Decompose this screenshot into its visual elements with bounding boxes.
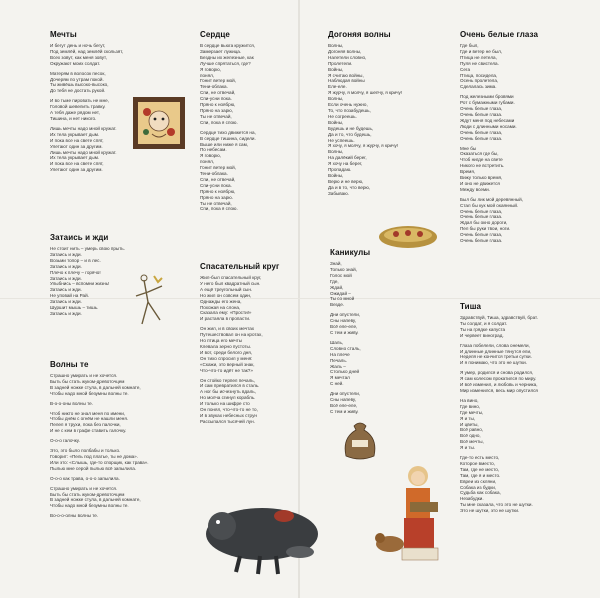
lyric-line: Судьба как собака,: [460, 490, 501, 496]
lyric-line: И оно не движется: [460, 180, 500, 186]
lyric-line: Неделя не кончится третьи сутки.: [460, 354, 532, 360]
sketch-figure-illustration: [132, 272, 172, 328]
lyric-line: Страшно умирать и не хочется.: [50, 485, 118, 491]
lyric-line: Очень белые глаза,: [460, 208, 503, 214]
lyric-line: Пел бы руки твои, ноги.: [460, 226, 511, 232]
lyric-line: Клевала зерно пустоты.: [200, 343, 252, 349]
lyric-line: Ты солдат, и я солдат.: [460, 320, 508, 326]
lyric-line: Сны напеву,: [330, 318, 357, 324]
lyric-line: Похожая на слона,: [200, 304, 241, 310]
lyric-line: Затаись и жди.: [50, 287, 82, 293]
lyric-line: Войны,: [328, 172, 344, 178]
lyric-line: Очень белые глаза,: [460, 129, 503, 135]
lyric-line: Пряно к ноябрю,: [200, 102, 236, 108]
lyric-line: И во тьме пировать не мне,: [50, 98, 109, 104]
song-lines: [460, 43, 580, 244]
lyric-line: Если очень нужно,: [328, 102, 368, 108]
lyric-line: Пелел я трухи, пока без палочки,: [50, 422, 121, 428]
lyric-line: Во-о-о-олны волны те.: [50, 513, 99, 519]
lyric-line: Я хочу, я молчу, я журчу, я кричу!: [328, 143, 399, 149]
lyric-line: А тебя даже рядом нет,: [50, 110, 100, 116]
lyric-line: Волны,: [328, 43, 344, 48]
lyric-line: Плечо к плечу – горячо!: [50, 269, 101, 275]
lyric-line: Тени-облака.: [200, 84, 228, 90]
lyric-line: Пролетели.: [328, 60, 353, 66]
lyric-line: Говорит: «Пель под платье, ты не дома».: [50, 453, 139, 459]
lyric-line: Спи-усни пока.: [200, 182, 232, 188]
lyric-line: Всё мечты,: [460, 439, 484, 445]
lyric-line: Чтоб нигде на свете: [460, 157, 503, 163]
lyric-line: Жаль –: [330, 363, 346, 369]
lyric-line: Он тихо спросил у меня:: [200, 355, 253, 361]
lyric-line: Не успеешь.: [328, 137, 355, 143]
song-kanikuly: [330, 248, 415, 415]
lyric-line: Ты не отвечай,: [200, 113, 232, 119]
lyric-line: Здравствуй, Тиша, здравствуй, брат.: [460, 315, 538, 320]
lyric-line: Путешествовал он на кротах,: [200, 332, 263, 338]
lyric-line: Их тела укрывает дым.: [50, 155, 100, 161]
lyric-line: Ожидай –: [330, 290, 351, 296]
lyric-line: Всё еле-еле,: [330, 324, 358, 330]
lyric-line: И в звуках небесных струн: [200, 412, 257, 418]
lyric-line: С ней.: [330, 381, 344, 387]
lyric-line: Налетели словно,: [328, 54, 367, 60]
lyric-line: Это, это было полбабы и только.: [50, 448, 121, 454]
lyric-line: И только на шифре сто: [200, 401, 250, 407]
song-lines: [200, 43, 305, 212]
song-lines: [460, 315, 585, 514]
lyric-line: «Скажи, это верный знак,: [200, 361, 255, 367]
lyric-line: Затаись и жди.: [50, 263, 82, 269]
lyric-line: Я и ты,: [460, 415, 476, 421]
lyric-line: И бегут день и ночь бегут,: [50, 43, 106, 48]
song-glaza: [460, 30, 580, 244]
boat-dish-illustration: [378, 223, 438, 249]
lyric-line: Улетают один за другим.: [50, 143, 103, 149]
lyric-line: Волны,: [328, 96, 344, 102]
lyric-line: В задней ножке стула, в дальней комнате,: [50, 384, 141, 390]
lyric-line: И пока все на свете спят,: [50, 161, 104, 167]
lyric-line: Птица, посидела,: [460, 72, 498, 78]
song-serdce: [200, 30, 305, 212]
lyric-line: Ты на грядке капуста: [460, 326, 506, 332]
lyric-line: Которое вместо,: [460, 460, 495, 466]
lyric-line: На вино,: [460, 397, 479, 403]
lyric-line: Пылью мне серой пылью всё запылила.: [50, 465, 137, 471]
lyric-line: Был бы лик мой деревянный,: [460, 196, 524, 202]
lyric-line: Он стойко терпел печаль,: [200, 377, 255, 383]
lyric-line: Голос мой: [330, 272, 352, 278]
lyric-line: Мне бы: [460, 145, 477, 151]
lyric-line: Дни опустели,: [330, 391, 361, 397]
lyric-line: Знай,: [330, 261, 342, 266]
lyric-line: Или это: «Слышь, где-то спорщик, как трава».: [50, 459, 149, 465]
lyric-line: Всё равно,: [460, 427, 484, 433]
lyric-line: Выше или ниже я сам,: [200, 141, 249, 147]
lyric-line: О-о-о как трава, о-о-о запылила.: [50, 475, 120, 481]
lyric-line: Где-то есть место,: [460, 455, 500, 461]
song-lines: [200, 275, 310, 425]
lyric-line: Еле-еле.: [328, 84, 347, 90]
lyric-line: Я мечтал: [330, 375, 350, 381]
lyric-line: Что-что-то идёт не так?»: [200, 367, 253, 373]
lyric-line: Головой шевелить травку.: [50, 104, 106, 110]
lyric-line: Тени-облака.: [200, 171, 228, 177]
lyric-line: Но молча сгинул корабль.: [200, 395, 256, 401]
song-title: Мечты: [50, 30, 77, 39]
lyric-line: Сказала ему: «Прости!»: [200, 310, 252, 316]
lyric-line: Лишь мечты надо мной кружат.: [50, 149, 117, 155]
lyric-line: Спи-усни пока.: [200, 96, 232, 102]
creatures-illustration: [200, 486, 320, 576]
lyric-line: И растаяла в пропасти.: [200, 316, 251, 322]
lyric-line: Чтоб никто не знал меня по имени,: [50, 410, 126, 416]
lyric-line: Затаись и жди.: [50, 251, 82, 257]
lyric-line: Я хочу на берег,: [328, 161, 363, 167]
lyric-line: А ног бы исчезнуть вдаль,: [200, 389, 256, 395]
lyric-line: Оказаться где бы,: [460, 151, 499, 157]
song-tisha: [460, 302, 585, 514]
lyric-line: Словно сталь,: [330, 345, 361, 351]
girl-with-dog-illustration: [374, 462, 442, 568]
lyric-line: Страшно умирать и не хочется.: [50, 373, 118, 378]
lyric-line: Мир изменился, весь мир опустился: [460, 387, 538, 393]
lyric-line: Рассыпался тысячей лун.: [200, 418, 255, 424]
lyric-line: Только знай,: [330, 266, 357, 272]
lyric-line: Где был,: [460, 43, 479, 48]
lyric-line: Да и то, что будешь,: [328, 131, 372, 137]
lyric-line: Пряно к ноябрю,: [200, 188, 236, 194]
lyric-line: Я и ты.: [460, 445, 476, 451]
lyric-line: Пряно на зарю.: [200, 194, 233, 200]
lyric-line: Люди с длинными носами.: [460, 123, 517, 129]
lyric-line: Затаись и жди.: [50, 275, 82, 281]
lyric-line: Это не шутки, это не шутки.: [460, 508, 520, 514]
lyric-line: Где и ветер не был,: [460, 48, 503, 54]
lyric-line: Наблюдая войны: [328, 78, 365, 84]
lyric-line: Замерзает лужица.: [200, 48, 242, 54]
lyric-line: Их тела укрывает дым.: [50, 131, 100, 137]
lyric-line: Ждай,: [330, 284, 344, 290]
lyric-line: Сердце тихо движется на,: [200, 129, 256, 135]
lyric-line: Забываю.: [328, 190, 349, 196]
song-title: Сердце: [200, 30, 230, 39]
lyric-line: В сердце вьюга кружится,: [200, 43, 256, 48]
lyric-line: Жил-был спасательный круг,: [200, 275, 262, 280]
lyric-line: Я журчу, я молчу, я шепчу, я кричу!: [328, 90, 403, 96]
lyric-line: Сны напеву,: [330, 397, 357, 403]
lyric-line: Я умер, родился и снова родился,: [460, 370, 534, 376]
lyric-line: Он жил, и в своих мечтах: [200, 326, 255, 332]
lyric-line: На далёкий берег,: [328, 155, 367, 161]
lyric-line: Ждал бы окно дороги,: [460, 220, 508, 226]
lyric-line: Всех зовут, как меня зовут,: [50, 54, 107, 60]
lyric-line: Гонит ветер мой,: [200, 78, 237, 84]
lyric-line: Да и в то, что верю,: [328, 184, 371, 190]
lyric-line: О-о-о галочку.: [50, 438, 80, 444]
song-krug: [200, 262, 310, 425]
lyric-line: Будешь и не будешь,: [328, 125, 374, 131]
lyric-line: Затаись и жди.: [50, 299, 82, 305]
lyric-line: Я говорю,: [200, 153, 221, 159]
lyric-line: Очень белые глаза.: [460, 214, 503, 220]
lyric-line: В-о-о-оны волны те.: [50, 400, 93, 406]
song-volny: [50, 360, 170, 519]
lyric-line: понял,: [200, 159, 215, 165]
lyric-line: Птица не летела,: [460, 54, 497, 60]
lyric-line: Я считаю войны,: [328, 72, 364, 78]
lyric-line: Пряно на зарю,: [200, 107, 233, 113]
lyric-line: Глаза побелели, слова онемели,: [460, 342, 530, 348]
lyric-line: Улыбнись – вспомни жизнь!: [50, 281, 110, 287]
song-lines: [330, 261, 415, 415]
lyric-line: Чтобы днём с огнём не нашли меня.: [50, 416, 129, 422]
framed-portrait-illustration: [132, 96, 186, 150]
lyric-line: Под железными бровями: [460, 94, 514, 100]
song-title: Очень белые глаза: [460, 30, 539, 39]
lyric-line: Чтобы надо мной безумны волны те.: [50, 503, 129, 509]
lyric-line: Стал бы кук мой окаянный.: [460, 202, 519, 208]
lyric-line: Где вино,: [460, 403, 481, 409]
lyric-line: Ты мне сказала, что это не шутки.: [460, 502, 533, 508]
lyric-line: На плече: [330, 351, 350, 357]
lyric-line: Где мечты,: [460, 409, 484, 415]
lyric-line: И червеет виноград.: [460, 332, 504, 338]
lyric-line: И сам превратился в сталь.: [200, 383, 260, 389]
lyric-line: Ты не отвечай,: [200, 200, 232, 206]
lyric-line: Дни опустели,: [330, 312, 361, 318]
lyric-line: Чтобы надо мной безумны волны те.: [50, 390, 129, 396]
lyric-line: С тем и живу.: [330, 329, 359, 335]
lyric-line: В сердце тишина, сидели.: [200, 135, 256, 141]
song-dogonyaya: [328, 30, 443, 197]
lyric-line: Возьми топор – и в лес.: [50, 257, 101, 263]
lyric-line: Не стоит нить – умерь свою прыть.: [50, 246, 125, 251]
lyric-line: Не согреешь.: [328, 113, 357, 119]
lyric-line: Быть бы стать жуком-древоточцем: [50, 491, 125, 497]
lyric-line: Время,: [460, 169, 476, 175]
lyric-line: Там, где я и место.: [460, 472, 501, 478]
lyric-line: И длинные длинные тянутся ели,: [460, 348, 532, 354]
lyric-line: Я говорю,: [200, 66, 221, 72]
lyric-line: Незабудки.: [460, 496, 484, 502]
lyric-line: Спи, пока я спою.: [200, 206, 238, 212]
lyric-line: В задней ножке стула, в дальней комнате,: [50, 497, 141, 503]
lyric-line: Лишь мечты надо мной кружат.: [50, 125, 117, 131]
lyric-line: Спи, пока я спою.: [200, 119, 238, 125]
lyric-line: Шуршит мышь – тишь.: [50, 305, 99, 311]
lyric-line: Дочерям по утрам покой.: [50, 76, 104, 82]
lyric-line: То, что позабудешь,: [328, 107, 371, 113]
lyric-line: Ты живёшь высоко-высоко,: [50, 82, 109, 88]
song-lines: [328, 43, 443, 197]
lyric-line: Пуля не свистела.: [460, 60, 499, 66]
lyric-line: Где,: [330, 278, 339, 284]
lyric-line: Догоняя волны,: [328, 48, 362, 54]
lyric-line: Тишина, и нет никого.: [50, 115, 97, 121]
lyric-line: Евреи из скляни,: [460, 478, 497, 484]
lyric-line: Очень белые глаза,: [460, 106, 503, 112]
lyric-line: С тем и живу.: [330, 408, 359, 414]
song-title: Спасательный круг: [200, 262, 280, 271]
lyric-line: Спи, не отвечай,: [200, 90, 236, 96]
lyric-line: Рот с бумажными губами.: [460, 100, 515, 106]
lyric-line: Сега: [460, 66, 471, 72]
song-title: Тиша: [460, 302, 482, 311]
lyric-line: Столько дней: [330, 369, 360, 375]
lyric-line: Не уповай на Рай.: [50, 293, 89, 299]
lyric-line: Окружают моих солдат.: [50, 60, 101, 66]
song-lines: [50, 373, 170, 519]
lyric-line: Шаль,: [330, 339, 344, 345]
lyric-line: Матерям в волосок песок,: [50, 70, 106, 76]
song-title: Каникулы: [330, 248, 371, 257]
lyric-line: Быть бы стать жуком-древоточцем: [50, 378, 125, 384]
lyric-line: Ты со мной: [330, 296, 355, 302]
lyric-line: Войны,: [328, 119, 344, 125]
lyric-line: Никого не встретить.: [460, 163, 505, 169]
lyric-line: Очень белые глаза.: [460, 135, 503, 141]
lyric-line: А ещё треугольный сын.: [200, 286, 253, 292]
lyric-line: Он понял, что-что-то не то,: [200, 407, 258, 413]
lyric-line: Всё одно,: [460, 433, 481, 439]
lyric-line: Улетают один за другим.: [50, 167, 103, 173]
lyric-line: Сделалась зима.: [460, 84, 497, 90]
lyric-line: Пропадаю.: [328, 167, 352, 173]
lyric-line: Лучше спрятаться, где?: [200, 60, 251, 66]
money-bag-illustration: [340, 420, 380, 462]
lyric-line: И цветы,: [460, 421, 479, 427]
lyric-line: И вот, среди белого дня,: [200, 349, 253, 355]
lyric-line: Бездны их железные, как: [200, 54, 254, 60]
lyric-line: И я понимаю, что это не шутки.: [460, 360, 527, 366]
lyric-line: Очень белые глаза.: [460, 238, 503, 244]
song-title: Затаись и жди: [50, 233, 109, 242]
lyric-line: У него был квадратный сын.: [200, 280, 261, 286]
lyric-line: Спи, не отвечай,: [200, 176, 236, 182]
lyric-line: Под землёй, над землёй скользят,: [50, 48, 124, 54]
lyric-line: Гонит ветер мой,: [200, 165, 237, 171]
lyric-line: Всё еле-еле,: [330, 402, 358, 408]
lyric-line: Войны,: [328, 66, 344, 72]
lyric-line: Очень белые глаза,: [460, 232, 503, 238]
lyric-line: Вижу только время,: [460, 175, 503, 181]
lyric-line: Осень пролетела,: [460, 78, 499, 84]
lyric-line: Волны,: [328, 149, 344, 155]
lyric-line: Между всеми.: [460, 186, 490, 192]
lyric-line: Ждут меня под небесами: [460, 117, 515, 123]
lyric-line: Верю и не верю,: [328, 178, 364, 184]
lyric-line: По небесам.: [200, 147, 227, 153]
lyric-line: Однажды его жена,: [200, 298, 242, 304]
lyric-line: понял,: [200, 72, 215, 78]
lyric-line: Но жил он совсем один,: [200, 292, 252, 298]
lyric-line: Я сам колесом прокатился по миру.: [460, 376, 537, 382]
lyric-line: И всё изменил, и любовь и черника,: [460, 382, 538, 388]
lyric-line: Затаись и жди.: [50, 310, 82, 316]
song-title: Догоняя волны: [328, 30, 391, 39]
lyric-line: Там, где не место,: [460, 466, 500, 472]
lyric-line: И пока все на свете спят,: [50, 137, 104, 143]
lyric-line: Собака из будки,: [460, 484, 497, 490]
lyric-line: И не с кем в графе ставить галочку.: [50, 428, 127, 434]
lyric-line: До тебя не достать рукой.: [50, 88, 106, 94]
lyric-line: Очень белые глаза.: [460, 111, 503, 117]
song-title: Волны те: [50, 360, 89, 369]
lyric-line: Печаль.: [330, 357, 348, 363]
lyric-line: Везде.: [330, 302, 345, 308]
lyric-line: Но птица его мечты: [200, 338, 243, 344]
